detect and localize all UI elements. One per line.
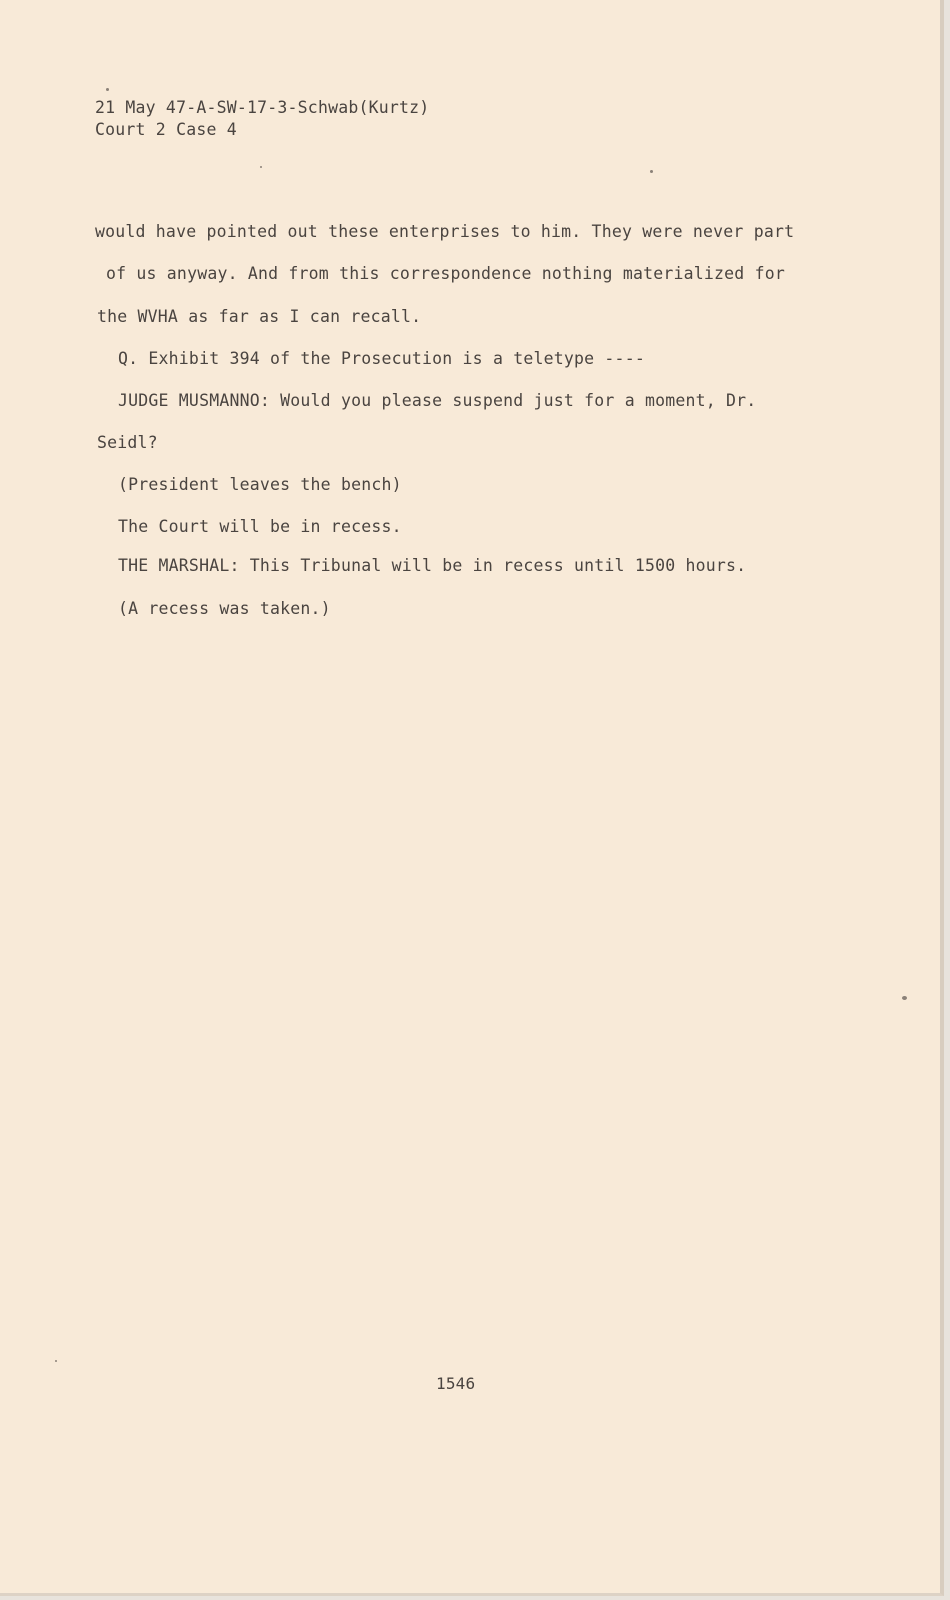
header-line-1: 21 May 47-A-SW-17-3-Schwab(Kurtz) bbox=[95, 98, 430, 117]
transcript-line-4: Q. Exhibit 394 of the Prosecution is a teletype ---- bbox=[118, 349, 645, 368]
transcript-line-3: the WVHA as far as I can recall. bbox=[97, 307, 422, 326]
transcript-line-9: THE MARSHAL: This Tribunal will be in recess until 1500 hours. bbox=[118, 556, 747, 575]
paper-speck bbox=[106, 88, 109, 91]
header-line-2: Court 2 Case 4 bbox=[95, 120, 237, 139]
transcript-line-8: The Court will be in recess. bbox=[118, 517, 402, 536]
transcript-line-1: would have pointed out these enterprises to him. They were never part bbox=[95, 222, 795, 241]
transcript-line-6: Seidl? bbox=[97, 433, 158, 452]
page-number: 1546 bbox=[436, 1374, 476, 1393]
transcript-line-7: (President leaves the bench) bbox=[118, 475, 402, 494]
paper-speck bbox=[902, 996, 907, 1000]
paper-speck bbox=[55, 1360, 57, 1362]
transcript-line-5: JUDGE MUSMANNO: Would you please suspend just for a moment, Dr. bbox=[118, 391, 757, 410]
transcript-line-10: (A recess was taken.) bbox=[118, 599, 331, 618]
transcript-line-2: of us anyway. And from this correspondence nothing materialized for bbox=[106, 264, 785, 283]
paper-speck bbox=[650, 170, 653, 173]
paper-speck bbox=[260, 166, 262, 168]
